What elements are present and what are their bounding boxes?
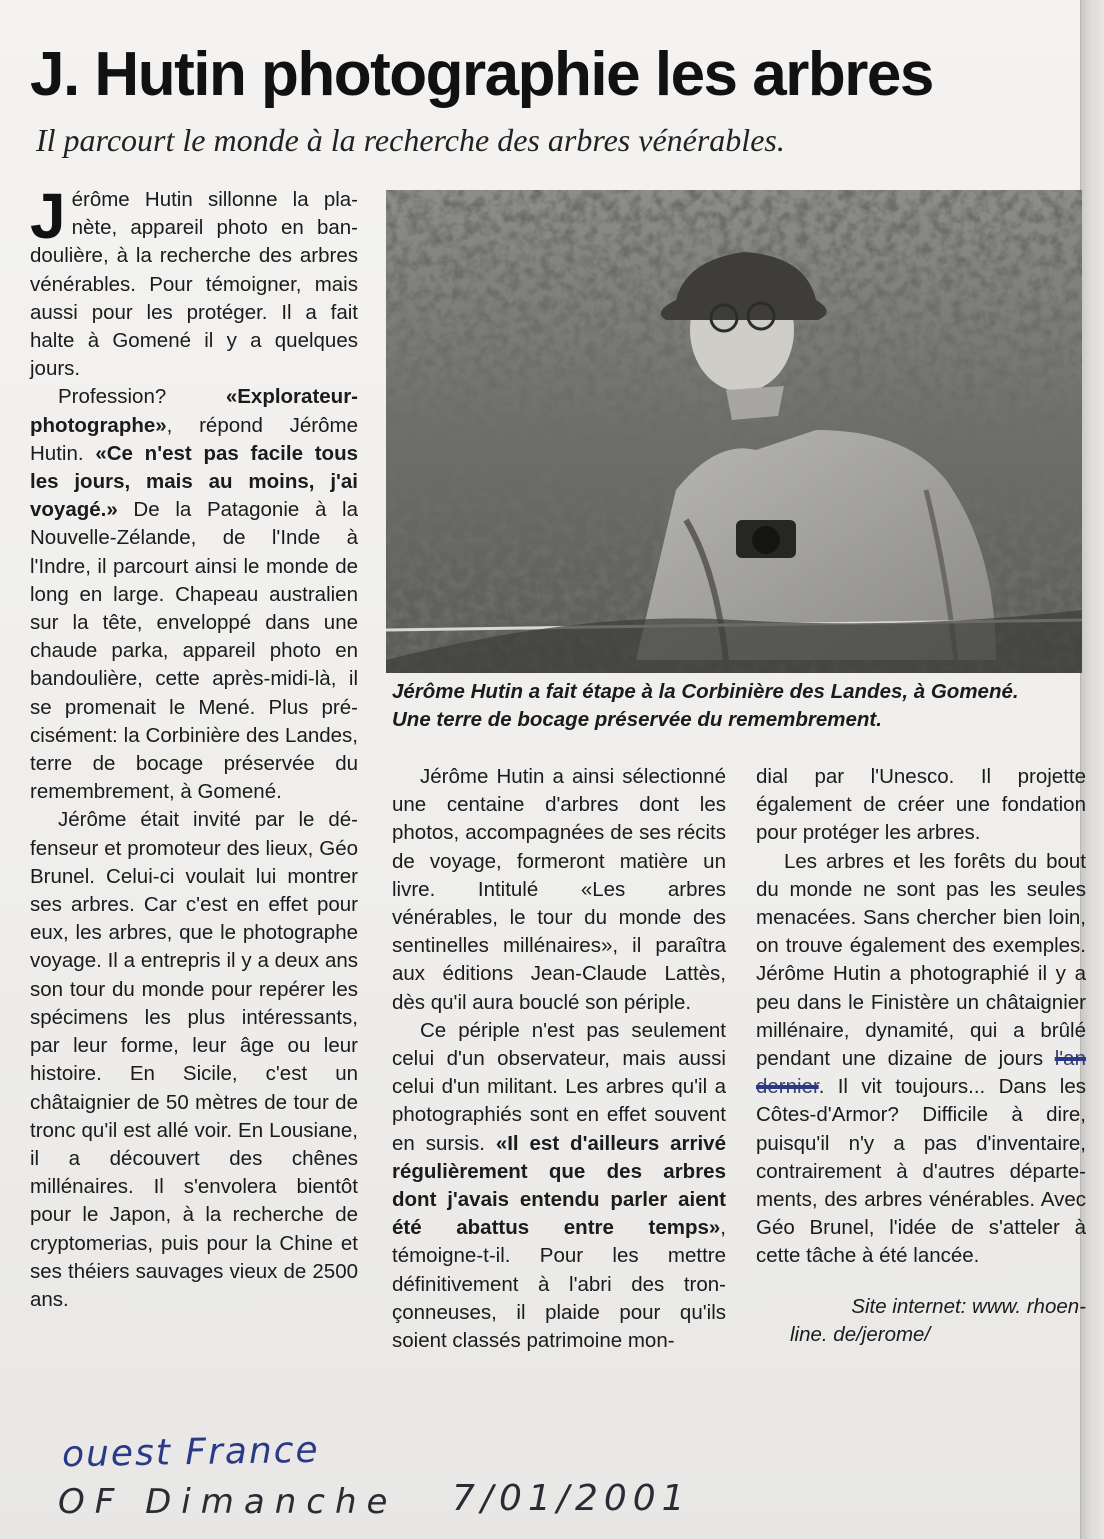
caption-line: Jérôme Hutin a fait étape à la Corbinière des Landes, à Gomené. xyxy=(392,680,1019,703)
article-photo xyxy=(386,190,1082,673)
quote: «Explorateur-photographe» xyxy=(30,385,358,437)
photo-illustration xyxy=(386,190,1082,673)
handwritten-date: 7/01/2001 xyxy=(452,1478,691,1519)
article-subtitle: Il parcourt le monde à la recherche des arbres vénérables. xyxy=(36,122,785,158)
paragraph xyxy=(30,180,358,383)
quote: «Il est d'ailleurs arrivé régulièrement que des arbres dont j'avais entendu parler aient été abattus entre temps» xyxy=(392,1131,726,1240)
text: , témoigne-t-il. Pour les mettre définitivement à l'abri des tronçonneuses, il plaide pour qu'ils soient classés patrimoine mon- xyxy=(392,1216,726,1353)
text: . Il vit toujours... Dans les Côtes-d'Armor? Difficile à dire, puisqu'il n'y a pas d'inventaire, contrairement à d'autres départements, des arbres vénérables. Avec Géo Brunel, l'idée de s'atteler à cette tâche à été lancée. xyxy=(756,1075,1086,1268)
article-column-3 xyxy=(756,763,1086,1349)
paragraph-text: érôme Hutin sillonne la planète, appareil photo en bandoulière, à la recherche des arbres vénérables. Pour témoigner, mais aussi pour les protéger. Il a fait halte à Gomené il y a quelques jours. xyxy=(30,188,358,381)
article-column-1 xyxy=(30,180,358,1314)
website-line: line. de/jerome/ xyxy=(790,1322,931,1346)
text: Profession? xyxy=(58,385,226,409)
text: De la Patagonie à la Nouvelle-Zélande, de l'Inde à l'Indre, il parcourt ainsi le monde de long en large. Chapeau australien sur la tête, enveloppé dans une chaude parka, appareil photo en bandoulière, cette après-midi-là, il se promenait le Mené. Plus précisément: la Corbinière des Landes, terre de bocage préservée du remembrement, à Gomené. xyxy=(30,498,358,804)
paragraph xyxy=(30,383,358,806)
paragraph: Jérôme Hutin a ainsi sélectionné une centaine d'arbres dont les photos, accompagnées de ses récits de voyage, formeront matière un livre. Intitulé «Les arbres vénérables, le tour du monde des sentinelles millénaires», il paraîtra aux éditions Jean-Claude Lattès, dès qu'il aura bouclé son périple. xyxy=(392,765,726,1014)
text: Ce périple n'est pas seulement celui d'un observateur, mais aussi celui d'un militant. Les arbres qu'il a photographiés sont en effet souvent en sursis. xyxy=(392,1018,726,1155)
paragraph: Jérôme était invité par le défenseur et promoteur des lieux, Géo Brunel. Celui-ci voulait lui montrer ses arbres. Car c'est en effet pour eux, les arbres, que le photographe voyage. Il a entrepris il y a deux ans son tour du monde pour repérer les spécimens les plus intéressants, par leur forme, leur âge ou leur histoire. En Sicile, c'est un châtaignier de 50 mètres de tour de tronc qu'il est allé voir. En Lousiane, il a découvert des chênes millénaires. Il s'envolera bientôt pour le Japon, à la recherche de cryptomerias, puis pour la Chine et ses théiers sauvages vieux de 2500 ans. xyxy=(30,808,358,1311)
paragraph: dial par l'Unesco. Il projette également de créer une fondation pour protéger les arbres. xyxy=(756,765,1086,845)
handwritten-source: ouest France xyxy=(61,1429,320,1476)
paragraph xyxy=(392,1017,726,1355)
website-line: Site internet: www. rhoen- xyxy=(851,1294,1086,1318)
drop-cap: J xyxy=(30,180,66,252)
struck-text: l'an dernier xyxy=(756,1047,1086,1099)
text: , répond Jérôme Hutin. xyxy=(30,413,358,465)
handwritten-edition: OF Dimanche xyxy=(58,1482,398,1522)
paragraph xyxy=(756,848,1086,1271)
article-column-2 xyxy=(392,763,726,1355)
text: Les arbres et les forêts du bout du monde ne sont pas les seules menacées. Sans chercher bien loin, on trouve également des exemples. Jérôme Hutin a photographié il y a peu dans le Finistère un châtaignier millénaire, dynamité, qui a brûlé pendant une dizaine de jours xyxy=(756,849,1086,1071)
website-note xyxy=(756,1293,1086,1349)
photo-caption xyxy=(392,678,1082,734)
article-title: J. Hutin photographie les arbres xyxy=(30,40,933,109)
caption-line: Une terre de bocage préservée du remembrement. xyxy=(392,708,882,731)
quote: «Ce n'est pas facile tous les jours, mais au moins, j'ai voyagé.» xyxy=(30,441,358,522)
